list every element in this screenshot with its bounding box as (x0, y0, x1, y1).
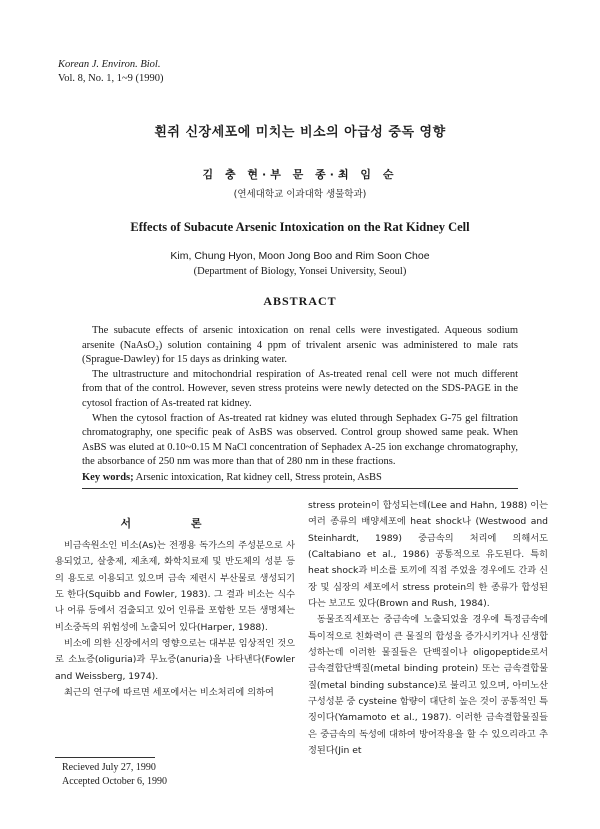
journal-name: Korean J. Environ. Biol. (58, 59, 161, 70)
journal-volume: Vol. 8, No. 1, 1~9 (1990) (58, 73, 164, 84)
abstract-body (82, 324, 518, 470)
english-authors: Kim, Chung Hyon, Moon Jong Boo and Rim Soon Choe (170, 250, 430, 262)
korean-title: 흰쥐 신장세포에 미치는 비소의 아급성 중독 영향 (154, 125, 446, 140)
footnote (62, 761, 167, 788)
body-paragraph: 동물조직세포는 중금속에 노출되었을 경우에 특정금속에 특이적으로 친화력이 큰 물질의 합성을 증가시키거나 신생합성하는데 이러한 물질들은 단백질이나 oligopeptide로서 금속결합단백질(metal binding protein) 또는 금속결합물질(metal binding substance)로 불리고 있으며, 아미노산 구성성분 중 cysteine 함량이 대단히 높은 것이 공통적인 특징이다(Yamamoto et al., 1987). 이러한 금속결합물질들은 중금속의 독성에 대하여 방어작용을 할 수 있으리라고 추정된다(Jin et (308, 614, 548, 757)
abstract-divider (82, 488, 518, 489)
body-paragraph: 비금속원소인 비소(As)는 전쟁용 독가스의 주성분으로 사용되었고, 살충제, 제초제, 화학치료제 및 반도체의 성분 등의 용도로 이용되고 있으며 금속 제련시 부산물로 생성되기도 한다(Squibb and Fowler, 1983). 그 결과 비소는 식수나 어류 등에서 검출되고 있어 인류를 포함한 모든 생명체는 비소중독의 위험성에 노출되어 있다(Harper, 1988). (55, 540, 295, 633)
abstract-paragraph: The subacute effects of arsenic intoxication on renal cells were investigated. Aqueous sodium arsenite (NaAsO₂) solution containing 4 ppm of trivalent arsenic was administered to male rats (Sprague-Dawley) for 15 days as drinking water. (82, 325, 518, 366)
korean-affiliation: (연세대학교 이과대학 생물학과) (233, 189, 367, 200)
body-paragraph: stress protein이 합성되는데(Lee and Hahn, 1988) 이는 여러 종류의 배양세포에 heat shock나 (Westwood and Steinhardt, 1989) 중금속의 처리에 의해서도 (Caltabiano et al., 1986) 공통적으로 유도된다. 특히 heat shock과 비소를 토끼에 직접 주었을 경우에도 간과 신장 및 심장의 세포에서 stress protein의 한 종류가 합성된다는 보고도 있다(Brown and Rush, 1984). (308, 500, 548, 610)
keywords-list: Arsenic intoxication, Rat kidney cell, Stress protein, AsBS (133, 472, 382, 483)
english-affiliation: (Department of Biology, Yonsei University, Seoul) (193, 266, 407, 277)
abstract-heading: ABSTRACT (263, 294, 337, 308)
received-date: Recieved July 27, 1990 (62, 762, 156, 773)
accepted-date: Accepted October 6, 1990 (62, 775, 167, 787)
journal-citation (58, 58, 164, 86)
keywords-label: Key words; (82, 472, 134, 483)
abstract-paragraph: When the cytosol fraction of As-treated rat kidney was eluted through Sephadex G-75 gel filtration chromatography, one specific peak of AsBS was observed. Control group showed same peak. When AsBS was eluted at 0.10~0.15 M NaCl concentration of Sephadex A-25 ion exchange chromatography, the absorbance of 250 nm was more than that of 280 nm in these fractions. (82, 412, 518, 468)
keywords (82, 472, 518, 483)
korean-authors: 김 충 현·부 문 종·최 임 순 (202, 168, 398, 181)
abstract-paragraph: The ultrastructure and mitochondrial respiration of As-treated renal cell were not much different from that of the control. However, seven stress proteins were newly detected on the SDS-PAGE in the cytosol fraction of As-treated rat kidney. (82, 368, 518, 409)
footnote-divider (55, 757, 155, 758)
left-column (55, 538, 295, 701)
right-column (308, 498, 548, 760)
body-paragraph: 비소에 의한 신장에서의 영향으로는 대부분 임상적인 것으로 소뇨증(oliguria)과 무뇨증(anuria)을 나타낸다(Fowler and Weissberg, 1974). (55, 638, 295, 682)
english-title: Effects of Subacute Arsenic Intoxication on the Rat Kidney Cell (130, 220, 470, 234)
body-paragraph: 최근의 연구에 따르면 세포에서는 비소처리에 의하여 (64, 687, 274, 699)
intro-heading: 서 론 (120, 517, 230, 530)
